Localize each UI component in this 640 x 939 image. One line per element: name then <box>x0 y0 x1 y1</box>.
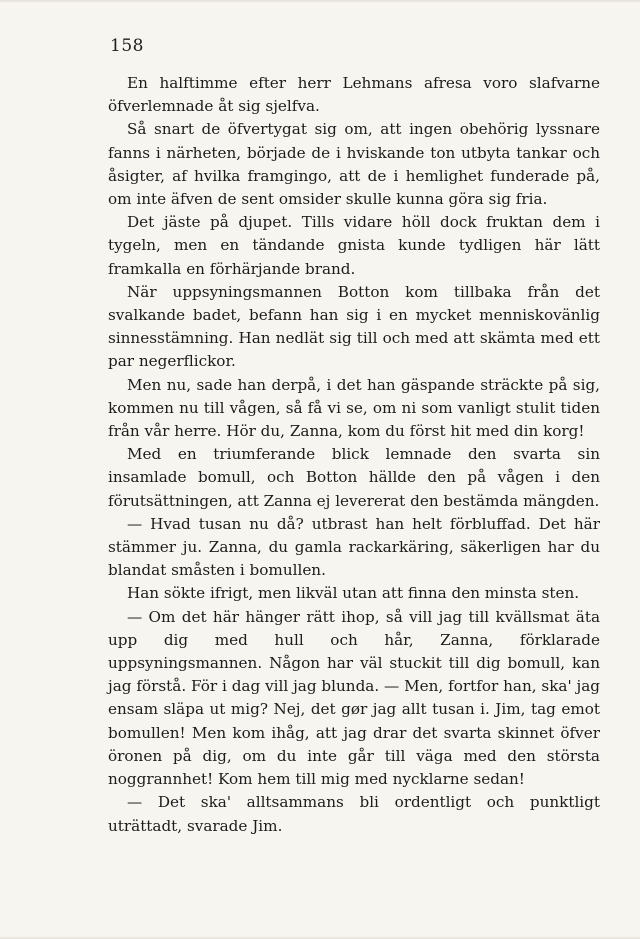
paragraph-3: Det jäste på djupet. Tills vidare höll dock fruktan dem i tygeln, men en tändande gnista kunde tydligen här lätt framkalla en förhärjande brand. <box>108 213 600 278</box>
body-text <box>108 72 600 838</box>
paragraph-10: — Det ska' alltsammans bli ordentligt och punktligt uträttadt, svarade Jim. <box>108 793 600 835</box>
paragraph-9: — Om det här hänger rätt ihop, så vill jag till kvällsmat äta upp dig med hull och hår, Zanna, förklarade uppsyningsmannen. Någon har väl stuckit till dig bomull, kan jag förstå. För i dag vill jag blunda. — Men, fortfor han, ska' jag ensam släpa ut mig? Nej, det gør jag allt tusan i. Jim, tag emot bomullen! Men kom ihåg, att jag drar det svarta skinnet öfver öronen på dig, om du inte går till väga med den största noggrannhet! Kom hem till mig med nycklarne sedan! <box>108 607 600 789</box>
paragraph-1: En halftimme efter herr Lehmans afresa voro slafvarne öfverlemnade åt sig sjelfva. <box>108 74 600 116</box>
page-number: 158 <box>110 36 144 56</box>
paragraph-6: Med en triumferande blick lemnade den svarta sin insamlade bomull, och Botton hällde den på vågen i den förutsättningen, att Zanna ej levererat den bestämda mängden. <box>108 445 600 510</box>
paragraph-7: — Hvad tusan nu då? utbrast han helt förbluffad. Det här stämmer ju. Zanna, du gamla rackarkäring, säkerligen har du blandat småsten i bomullen. <box>108 514 600 580</box>
paragraph-8: Han sökte ifrigt, men likväl utan att finna den minsta sten. <box>127 584 580 603</box>
scan-top-edge <box>0 0 640 3</box>
paragraph-5: Men nu, sade han derpå, i det han gäspande sträckte på sig, kommen nu till vågen, så få vi se, om ni som vanligt stulit tiden från vår herre. Hör du, Zanna, kom du först hit med din korg! <box>108 375 600 441</box>
paragraph-2: Så snart de öfvertygat sig om, att ingen obehörig lyssnare fanns i närheten, började de i hviskande ton utbyta tankar och åsigter, af hvilka framgingo, att de i hemlighet funderade på, om inte äfven de sent omsider skulle kunna göra sig fria. <box>108 120 600 209</box>
paragraph-4: När uppsyningsmannen Botton kom tillbaka från det svalkande badet, befann han sig i en mycket menniskovänlig sinnesstämning. Han nedlät sig till och med att skämta med ett par negerflickor. <box>108 282 600 371</box>
